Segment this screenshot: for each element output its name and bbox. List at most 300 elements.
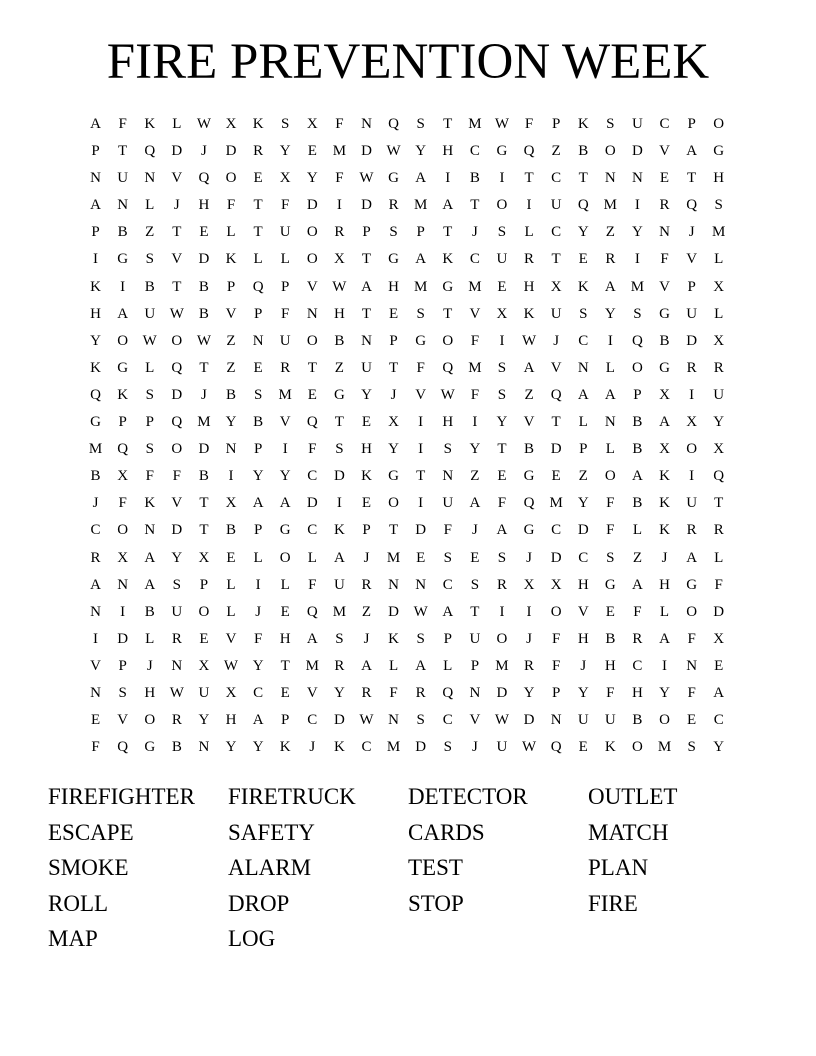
grid-letter[interactable]: Z [226,332,236,349]
grid-letter[interactable]: F [91,739,100,756]
grid-letter[interactable]: G [659,359,670,376]
grid-letter[interactable]: G [333,386,345,403]
grid-letter[interactable]: W [169,305,184,322]
grid-letter[interactable]: L [280,251,290,268]
grid-letter[interactable]: N [361,116,372,132]
grid-letter[interactable]: A [442,603,454,620]
grid-letter[interactable]: D [306,197,318,214]
grid-letter[interactable]: P [253,305,263,322]
grid-letter[interactable]: M [630,278,645,295]
grid-letter[interactable]: V [523,414,535,431]
grid-letter[interactable]: E [497,468,507,485]
grid-letter[interactable]: Q [90,386,101,403]
grid-letter[interactable]: Q [306,603,318,620]
grid-letter[interactable]: P [551,116,561,132]
grid-letter[interactable]: L [145,359,155,376]
grid-letter[interactable]: L [632,522,642,539]
grid-letter[interactable]: A [117,305,129,322]
grid-letter[interactable]: E [497,278,507,295]
grid-letter[interactable]: S [335,630,344,647]
grid-letter[interactable]: U [361,359,372,376]
grid-letter[interactable]: Y [361,386,372,403]
grid-letter[interactable]: R [496,576,507,593]
grid-letter[interactable]: S [118,684,127,701]
grid-letter[interactable]: F [145,468,154,485]
grid-letter[interactable]: Y [279,143,291,160]
grid-letter[interactable]: I [445,170,451,187]
grid-letter[interactable]: P [91,143,100,160]
grid-letter[interactable]: W [223,657,239,674]
grid-letter[interactable]: I [499,603,505,620]
grid-letter[interactable]: D [171,143,183,160]
grid-letter[interactable]: C [578,549,589,566]
grid-letter[interactable]: S [714,197,723,214]
grid-letter[interactable]: Q [171,414,183,431]
grid-letter[interactable]: K [604,739,616,756]
grid-letter[interactable]: M [414,278,428,295]
grid-letter[interactable]: A [632,468,643,485]
grid-letter[interactable]: R [713,359,724,376]
grid-letter[interactable]: E [578,739,588,756]
grid-letter[interactable]: O [198,603,210,620]
grid-letter[interactable]: Q [523,495,535,512]
grid-letter[interactable]: Y [90,332,101,349]
grid-letter[interactable]: Q [550,739,562,756]
grid-letter[interactable]: G [90,414,101,431]
grid-letter[interactable]: X [550,278,562,295]
grid-letter[interactable]: K [252,116,264,132]
grid-letter[interactable]: G [388,468,399,485]
grid-letter[interactable]: N [117,197,129,214]
grid-letter[interactable]: Q [171,359,183,376]
grid-letter[interactable]: Q [442,684,454,701]
grid-letter[interactable]: Y [252,657,264,674]
grid-letter[interactable]: L [145,630,155,647]
grid-letter[interactable]: H [144,684,156,701]
grid-letter[interactable]: U [577,712,589,729]
grid-letter[interactable]: A [333,549,345,566]
grid-letter[interactable]: W [494,116,510,132]
grid-letter[interactable]: X [713,441,725,458]
grid-letter[interactable]: M [278,386,292,403]
grid-letter[interactable]: X [225,495,237,512]
grid-letter[interactable]: P [118,657,127,674]
grid-letter[interactable]: V [306,684,318,701]
grid-letter[interactable]: V [469,712,481,729]
grid-letter[interactable]: F [606,522,615,539]
grid-letter[interactable]: P [579,441,588,458]
grid-letter[interactable]: E [199,224,209,241]
grid-letter[interactable]: Q [144,143,156,160]
grid-letter[interactable]: J [363,630,370,647]
grid-letter[interactable]: A [496,522,508,539]
grid-letter[interactable]: P [253,522,263,539]
grid-letter[interactable]: I [662,657,668,674]
grid-letter[interactable]: V [550,359,562,376]
grid-letter[interactable]: M [332,143,347,160]
grid-letter[interactable]: E [416,549,426,566]
grid-letter[interactable]: N [117,576,129,593]
grid-letter[interactable]: V [659,278,670,295]
grid-letter[interactable]: U [686,305,698,322]
grid-letter[interactable]: O [713,116,725,132]
grid-letter[interactable]: A [713,684,725,701]
grid-letter[interactable]: S [687,739,696,756]
grid-letter[interactable]: G [659,305,670,322]
grid-letter[interactable]: D [577,522,589,539]
grid-letter[interactable]: O [388,495,399,512]
grid-letter[interactable]: X [659,386,670,403]
grid-letter[interactable]: X [550,576,562,593]
grid-letter[interactable]: O [171,441,183,458]
grid-letter[interactable]: E [90,712,101,729]
grid-letter[interactable]: B [659,332,670,349]
grid-letter[interactable]: I [526,603,532,620]
grid-letter[interactable]: N [306,305,318,322]
grid-letter[interactable]: B [632,414,643,431]
grid-letter[interactable]: Y [469,441,481,458]
grid-letter[interactable]: J [92,495,99,512]
grid-letter[interactable]: R [659,197,670,214]
grid-letter[interactable]: T [172,278,182,295]
grid-letter[interactable]: G [144,739,156,756]
grid-letter[interactable]: U [632,116,643,132]
grid-letter[interactable]: X [279,170,291,187]
grid-letter[interactable]: O [496,197,508,214]
grid-letter[interactable]: X [659,441,670,458]
grid-letter[interactable]: K [333,739,345,756]
grid-letter[interactable]: X [388,414,399,431]
grid-letter[interactable]: I [499,332,505,349]
grid-letter[interactable]: M [305,657,319,674]
grid-letter[interactable]: Z [361,603,372,620]
grid-letter[interactable]: R [361,576,372,593]
grid-letter[interactable]: A [90,576,101,593]
grid-letter[interactable]: M [603,197,617,214]
grid-letter[interactable]: E [280,603,290,620]
grid-letter[interactable]: E [714,657,724,674]
grid-letter[interactable]: W [142,332,157,349]
grid-letter[interactable]: D [117,630,129,647]
grid-letter[interactable]: N [388,712,399,729]
grid-letter[interactable]: U [496,251,508,268]
grid-letter[interactable]: B [90,468,101,485]
grid-letter[interactable]: D [171,522,183,539]
grid-letter[interactable]: D [632,143,643,160]
grid-letter[interactable]: X [713,278,725,295]
grid-letter[interactable]: L [307,549,317,566]
grid-letter[interactable]: S [416,712,425,729]
grid-letter[interactable]: F [606,684,615,701]
grid-letter[interactable]: G [713,143,725,160]
grid-letter[interactable]: K [659,522,670,539]
grid-letter[interactable]: R [415,684,426,701]
grid-letter[interactable]: T [334,414,344,431]
grid-letter[interactable]: A [659,414,670,431]
grid-letter[interactable]: Y [333,684,345,701]
grid-letter[interactable]: S [145,386,154,403]
grid-letter[interactable]: V [117,712,129,729]
grid-letter[interactable]: R [361,684,372,701]
grid-letter[interactable]: A [361,278,372,295]
grid-letter[interactable]: B [632,495,643,512]
grid-letter[interactable]: H [577,576,589,593]
grid-letter[interactable]: C [307,522,318,539]
grid-letter[interactable]: S [145,441,154,458]
grid-letter[interactable]: J [661,549,668,566]
grid-letter[interactable]: T [497,441,507,458]
grid-letter[interactable]: R [524,251,535,268]
grid-letter[interactable]: L [714,251,724,268]
grid-letter[interactable]: B [524,441,535,458]
grid-letter[interactable]: E [226,549,236,566]
grid-letter[interactable]: E [470,549,480,566]
grid-letter[interactable]: Y [306,170,318,187]
grid-letter[interactable]: H [90,305,101,322]
grid-letter[interactable]: Y [577,495,589,512]
grid-letter[interactable]: Y [225,414,237,431]
grid-letter[interactable]: E [551,468,561,485]
grid-letter[interactable]: R [334,224,345,241]
grid-letter[interactable]: U [496,739,508,756]
grid-letter[interactable]: Z [226,359,236,376]
grid-letter[interactable]: H [198,197,210,214]
grid-letter[interactable]: H [604,657,616,674]
grid-letter[interactable]: H [713,170,725,187]
grid-letter[interactable]: B [469,170,480,187]
grid-letter[interactable]: N [90,170,101,187]
grid-letter[interactable]: V [306,278,318,295]
grid-letter[interactable]: N [550,712,562,729]
grid-letter[interactable]: T [361,251,372,268]
grid-letter[interactable]: H [577,630,589,647]
grid-letter[interactable]: J [173,197,180,214]
grid-letter[interactable]: A [415,170,427,187]
grid-letter[interactable]: F [606,495,615,512]
grid-letter[interactable]: X [686,414,698,431]
grid-letter[interactable]: I [499,170,505,187]
grid-letter[interactable]: N [577,359,589,376]
grid-letter[interactable]: J [471,739,478,756]
grid-letter[interactable]: W [521,332,537,349]
grid-letter[interactable]: U [713,386,725,403]
grid-letter[interactable]: O [306,332,318,349]
grid-letter[interactable]: L [659,603,670,620]
grid-letter[interactable]: X [523,576,535,593]
grid-letter[interactable]: A [144,576,156,593]
grid-letter[interactable]: A [632,576,643,593]
grid-letter[interactable]: P [470,657,480,674]
grid-letter[interactable]: C [253,684,264,701]
grid-letter[interactable]: D [171,386,183,403]
grid-letter[interactable]: Q [388,116,399,132]
grid-letter[interactable]: Y [252,468,264,485]
grid-letter[interactable]: C [469,143,480,160]
grid-letter[interactable]: W [196,116,211,132]
grid-letter[interactable]: Y [388,441,399,458]
grid-letter[interactable]: N [686,657,698,674]
grid-letter[interactable]: B [144,278,155,295]
grid-letter[interactable]: Z [524,386,534,403]
grid-letter[interactable]: F [118,116,127,132]
grid-letter[interactable]: T [443,116,453,132]
grid-letter[interactable]: F [443,522,452,539]
grid-letter[interactable]: O [144,712,156,729]
grid-letter[interactable]: D [550,549,562,566]
grid-letter[interactable]: V [659,143,670,160]
grid-letter[interactable]: O [306,224,318,241]
grid-letter[interactable]: Y [713,739,725,756]
grid-letter[interactable]: B [198,305,209,322]
grid-letter[interactable]: I [418,495,424,512]
grid-letter[interactable]: J [146,657,153,674]
grid-letter[interactable]: F [551,657,561,674]
grid-letter[interactable]: I [228,468,234,485]
grid-letter[interactable]: K [144,116,156,132]
grid-letter[interactable]: P [281,278,290,295]
grid-letter[interactable]: A [604,278,616,295]
grid-letter[interactable]: E [361,495,372,512]
grid-letter[interactable]: B [198,468,209,485]
grid-letter[interactable]: F [281,197,290,214]
grid-letter[interactable]: A [659,630,670,647]
grid-letter[interactable]: L [443,657,453,674]
grid-letter[interactable]: U [604,712,616,729]
grid-letter[interactable]: M [468,278,482,295]
grid-letter[interactable]: S [497,224,507,241]
grid-letter[interactable]: A [442,197,454,214]
grid-letter[interactable]: T [388,359,399,376]
grid-letter[interactable]: V [686,251,698,268]
grid-letter[interactable]: F [335,170,344,187]
grid-letter[interactable]: L [605,441,615,458]
grid-letter[interactable]: U [333,576,345,593]
grid-letter[interactable]: C [551,224,562,241]
grid-letter[interactable]: R [388,197,399,214]
grid-letter[interactable]: D [550,441,562,458]
grid-letter[interactable]: H [279,630,291,647]
grid-letter[interactable]: H [442,143,454,160]
grid-letter[interactable]: C [442,576,453,593]
grid-letter[interactable]: M [197,414,211,431]
grid-letter[interactable]: W [521,739,537,756]
grid-letter[interactable]: P [253,441,263,458]
grid-letter[interactable]: S [172,576,181,593]
grid-letter[interactable]: T [253,197,263,214]
grid-letter[interactable]: A [604,386,616,403]
grid-letter[interactable]: H [632,684,643,701]
grid-letter[interactable]: S [443,441,452,458]
grid-letter[interactable]: S [497,549,507,566]
grid-letter[interactable]: L [578,414,588,431]
grid-letter[interactable]: P [687,116,696,132]
grid-letter[interactable]: N [90,603,101,620]
grid-letter[interactable]: V [171,495,183,512]
grid-letter[interactable]: N [171,657,183,674]
grid-letter[interactable]: E [199,630,209,647]
grid-letter[interactable]: Y [659,684,670,701]
grid-letter[interactable]: P [416,224,425,241]
grid-letter[interactable]: L [605,359,615,376]
grid-letter[interactable]: V [415,386,427,403]
grid-letter[interactable]: W [169,684,184,701]
grid-letter[interactable]: T [199,495,209,512]
grid-letter[interactable]: Y [713,414,725,431]
grid-letter[interactable]: Z [551,143,561,160]
grid-letter[interactable]: O [604,143,616,160]
grid-letter[interactable]: R [686,359,697,376]
grid-letter[interactable]: S [633,305,642,322]
grid-letter[interactable]: J [390,386,397,403]
grid-letter[interactable]: T [578,170,588,187]
grid-letter[interactable]: I [255,576,261,593]
grid-letter[interactable]: T [118,143,128,160]
grid-letter[interactable]: F [389,684,398,701]
grid-letter[interactable]: B [605,630,616,647]
grid-letter[interactable]: A [577,386,589,403]
grid-letter[interactable]: K [523,305,535,322]
grid-letter[interactable]: S [145,251,154,268]
grid-letter[interactable]: Y [415,143,427,160]
grid-letter[interactable]: C [361,739,372,756]
grid-letter[interactable]: M [332,603,347,620]
grid-letter[interactable]: U [469,630,481,647]
grid-letter[interactable]: Z [578,468,588,485]
grid-letter[interactable]: G [388,170,399,187]
grid-letter[interactable]: D [333,712,345,729]
grid-letter[interactable]: S [470,576,480,593]
grid-letter[interactable]: C [578,332,589,349]
grid-letter[interactable]: Q [550,386,562,403]
grid-letter[interactable]: Y [632,224,643,241]
grid-letter[interactable]: P [551,684,561,701]
grid-letter[interactable]: L [226,576,236,593]
grid-letter[interactable]: E [605,603,615,620]
grid-letter[interactable]: O [117,332,129,349]
grid-letter[interactable]: I [120,278,126,295]
grid-letter[interactable]: B [334,332,345,349]
grid-letter[interactable]: S [416,630,425,647]
grid-letter[interactable]: L [253,251,263,268]
grid-letter[interactable]: I [689,468,695,485]
grid-letter[interactable]: G [279,522,291,539]
grid-letter[interactable]: N [388,576,399,593]
grid-letter[interactable]: E [687,712,697,729]
grid-letter[interactable]: F [660,251,669,268]
grid-letter[interactable]: L [145,197,155,214]
grid-letter[interactable]: P [226,278,236,295]
grid-letter[interactable]: I [526,197,532,214]
grid-letter[interactable]: W [413,603,428,620]
grid-letter[interactable]: U [144,305,156,322]
grid-letter[interactable]: H [225,712,237,729]
grid-letter[interactable]: F [470,386,480,403]
grid-letter[interactable]: E [659,170,670,187]
grid-letter[interactable]: C [632,657,643,674]
grid-letter[interactable]: Z [334,359,344,376]
grid-letter[interactable]: R [686,522,697,539]
grid-letter[interactable]: S [335,441,344,458]
grid-letter[interactable]: K [225,251,237,268]
grid-letter[interactable]: T [714,495,724,512]
grid-letter[interactable]: A [144,549,156,566]
grid-letter[interactable]: S [389,224,398,241]
grid-letter[interactable]: J [255,603,262,620]
grid-letter[interactable]: F [551,630,561,647]
grid-letter[interactable]: G [523,468,535,485]
grid-letter[interactable]: U [198,684,210,701]
grid-letter[interactable]: M [386,549,401,566]
